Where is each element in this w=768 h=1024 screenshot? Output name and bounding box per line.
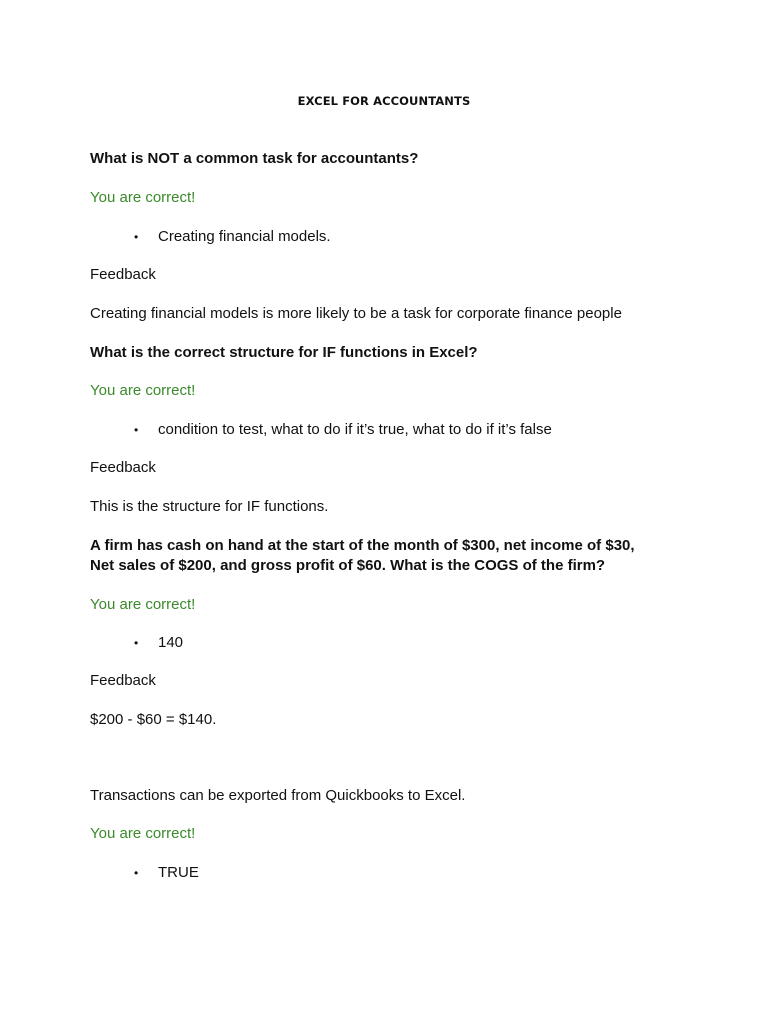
document-title: EXCEL FOR ACCOUNTANTS: [297, 94, 471, 108]
question-3-feedback-label: Feedback: [90, 672, 156, 689]
question-2-result: You are correct!: [90, 382, 196, 399]
question-2-feedback: This is the structure for IF functions.: [90, 498, 329, 515]
question-3-text: A firm has cash on hand at the start of the month of $300, net income of $30, Net sales of $200, and gross profit of $60. What is the COGS of the firm?: [90, 537, 635, 574]
bullet-icon: •: [134, 866, 139, 880]
answer-text: Creating financial models.: [158, 228, 331, 245]
question-1-feedback-label: Feedback: [90, 266, 156, 283]
answer-text: TRUE: [158, 864, 199, 881]
bullet-icon: •: [134, 230, 139, 244]
question-4-answer: [134, 863, 199, 883]
question-3-feedback: $200 - $60 = $140.: [90, 711, 217, 728]
question-3-answer: [134, 633, 183, 653]
question-2-answer: [134, 420, 552, 440]
question-4-text: Transactions can be exported from Quickbooks to Excel.: [90, 787, 466, 804]
question-3-result: You are correct!: [90, 596, 196, 613]
answer-text: condition to test, what to do if it’s true, what to do if it’s false: [158, 421, 552, 438]
question-4-result: You are correct!: [90, 825, 196, 842]
question-1-answer: [134, 227, 331, 247]
bullet-icon: •: [134, 423, 139, 437]
question-2-text: What is the correct structure for IF functions in Excel?: [90, 344, 478, 361]
bullet-icon: •: [134, 636, 139, 650]
question-1-text: What is NOT a common task for accountants?: [90, 150, 419, 167]
question-1-feedback: Creating financial models is more likely to be a task for corporate finance people: [90, 305, 622, 322]
question-2-feedback-label: Feedback: [90, 459, 156, 476]
answer-text: 140: [158, 634, 184, 651]
question-1-result: You are correct!: [90, 189, 196, 206]
